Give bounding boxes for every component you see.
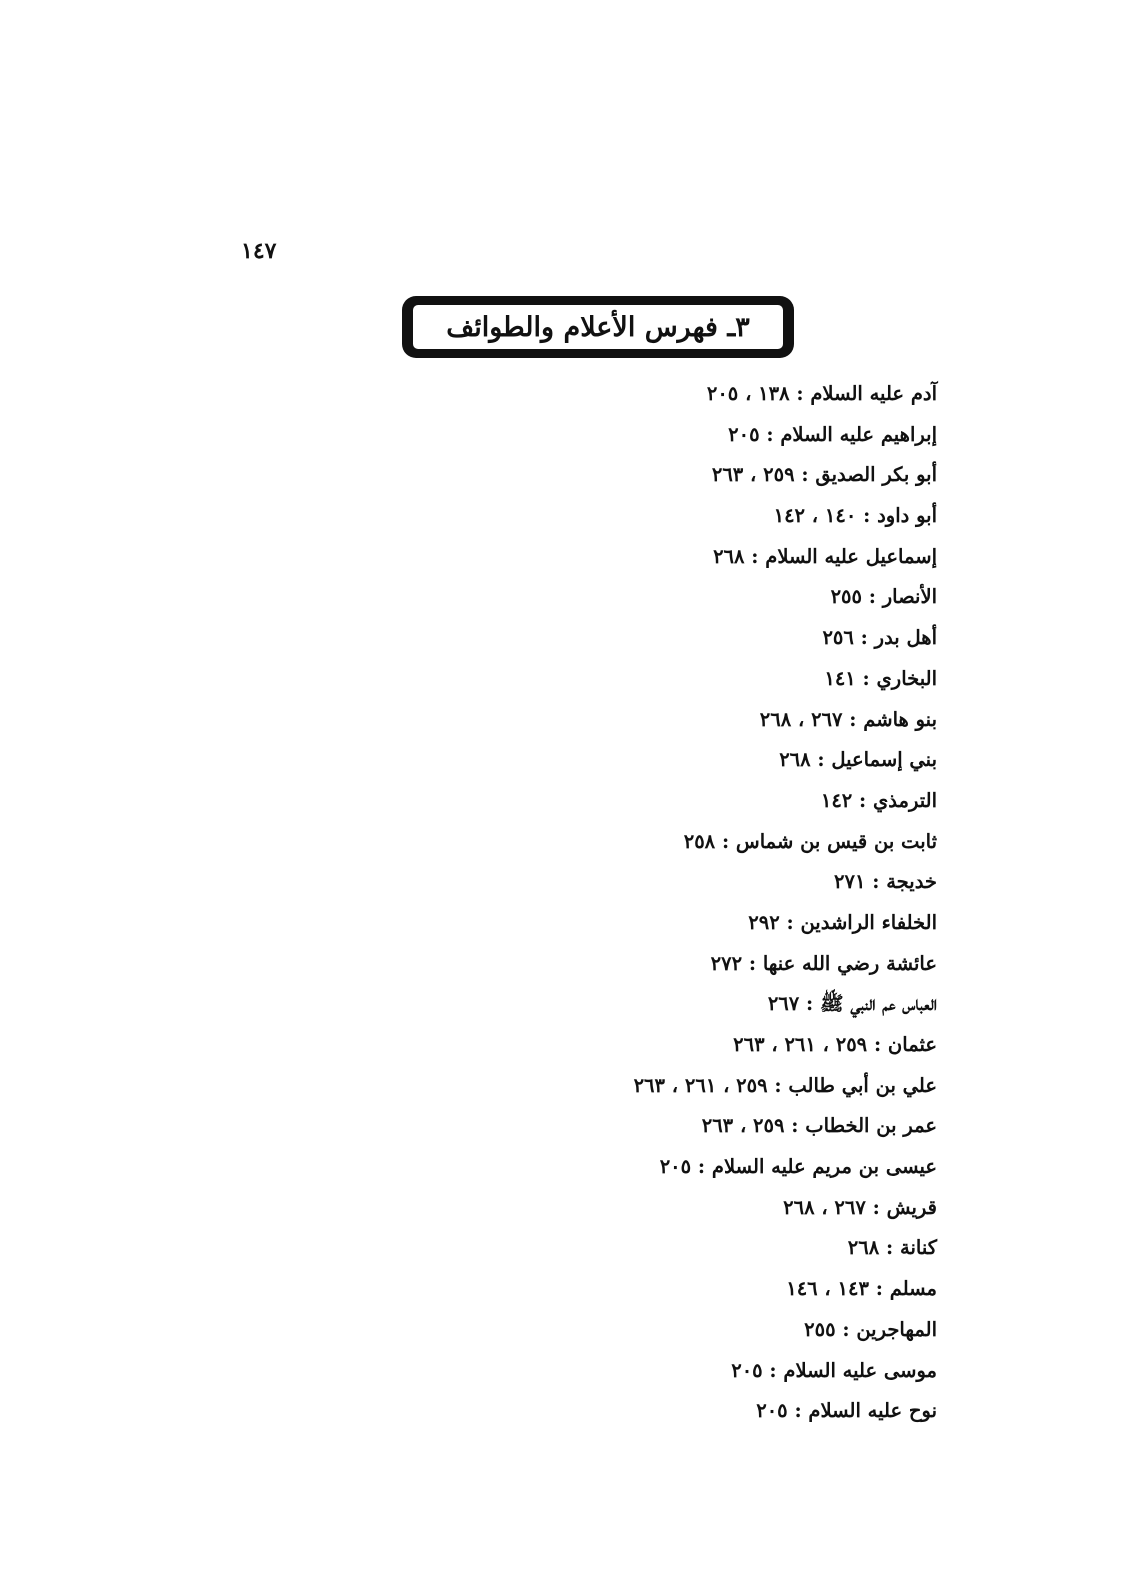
index-entry: المهاجرين : ٢٥٥ (804, 1317, 937, 1341)
index-entry: عائشة رضي الله عنها : ٢٧٢ (710, 951, 937, 975)
index-entry: الأنصار : ٢٥٥ (830, 585, 937, 609)
index-entry: أبو بكر الصديق : ٢٥٩ ، ٢٦٣ (711, 463, 937, 487)
index-entry: قريش : ٢٦٧ ، ٢٦٨ (783, 1195, 937, 1219)
index-entry: أهل بدر : ٢٥٦ (822, 626, 937, 650)
page-number: ١٤٧ (241, 238, 277, 264)
index-entry: العباس عم النبي ﷺ : ٢٦٧ (767, 992, 937, 1016)
index-entry: موسى عليه السلام : ٢٠٥ (731, 1358, 937, 1382)
index-entry: الترمذي : ١٤٢ (820, 788, 937, 812)
index-entry: خديجة : ٢٧١ (834, 870, 937, 894)
index-entry: مسلم : ١٤٣ ، ١٤٦ (786, 1277, 937, 1301)
index-entry: عمر بن الخطاب : ٢٥٩ ، ٢٦٣ (701, 1114, 937, 1138)
index-entry: بنو هاشم : ٢٦٧ ، ٢٦٨ (759, 707, 937, 731)
index-entry: إبراهيم عليه السلام : ٢٠٥ (728, 422, 937, 446)
index-entry: آدم عليه السلام : ١٣٨ ، ٢٠٥ (706, 382, 937, 405)
index-entry: بني إسماعيل : ٢٦٨ (779, 748, 937, 772)
index-entry: نوح عليه السلام : ٢٠٥ (756, 1399, 937, 1423)
index-entry: عثمان : ٢٥٩ ، ٢٦١ ، ٢٦٣ (733, 1033, 937, 1056)
section-title-frame (402, 296, 794, 358)
index-entry: علي بن أبي طالب : ٢٥٩ ، ٢٦١ ، ٢٦٣ (633, 1073, 937, 1097)
index-entry: كنانة : ٢٦٨ (847, 1236, 937, 1260)
index-entry: عيسى بن مريم عليه السلام : ٢٠٥ (659, 1155, 937, 1179)
index-entry: البخاري : ١٤١ (824, 666, 937, 690)
section-title: ٣ـ فهرس الأعلام والطوائف (411, 303, 785, 351)
index-entry: أبو داود : ١٤٠ ، ١٤٢ (773, 504, 937, 528)
index-entry: ثابت بن قيس بن شماس : ٢٥٨ (683, 829, 937, 853)
index-entries (377, 374, 937, 1432)
index-entry: إسماعيل عليه السلام : ٢٦٨ (713, 544, 937, 568)
index-entry: الخلفاء الراشدين : ٢٩٢ (748, 910, 937, 934)
